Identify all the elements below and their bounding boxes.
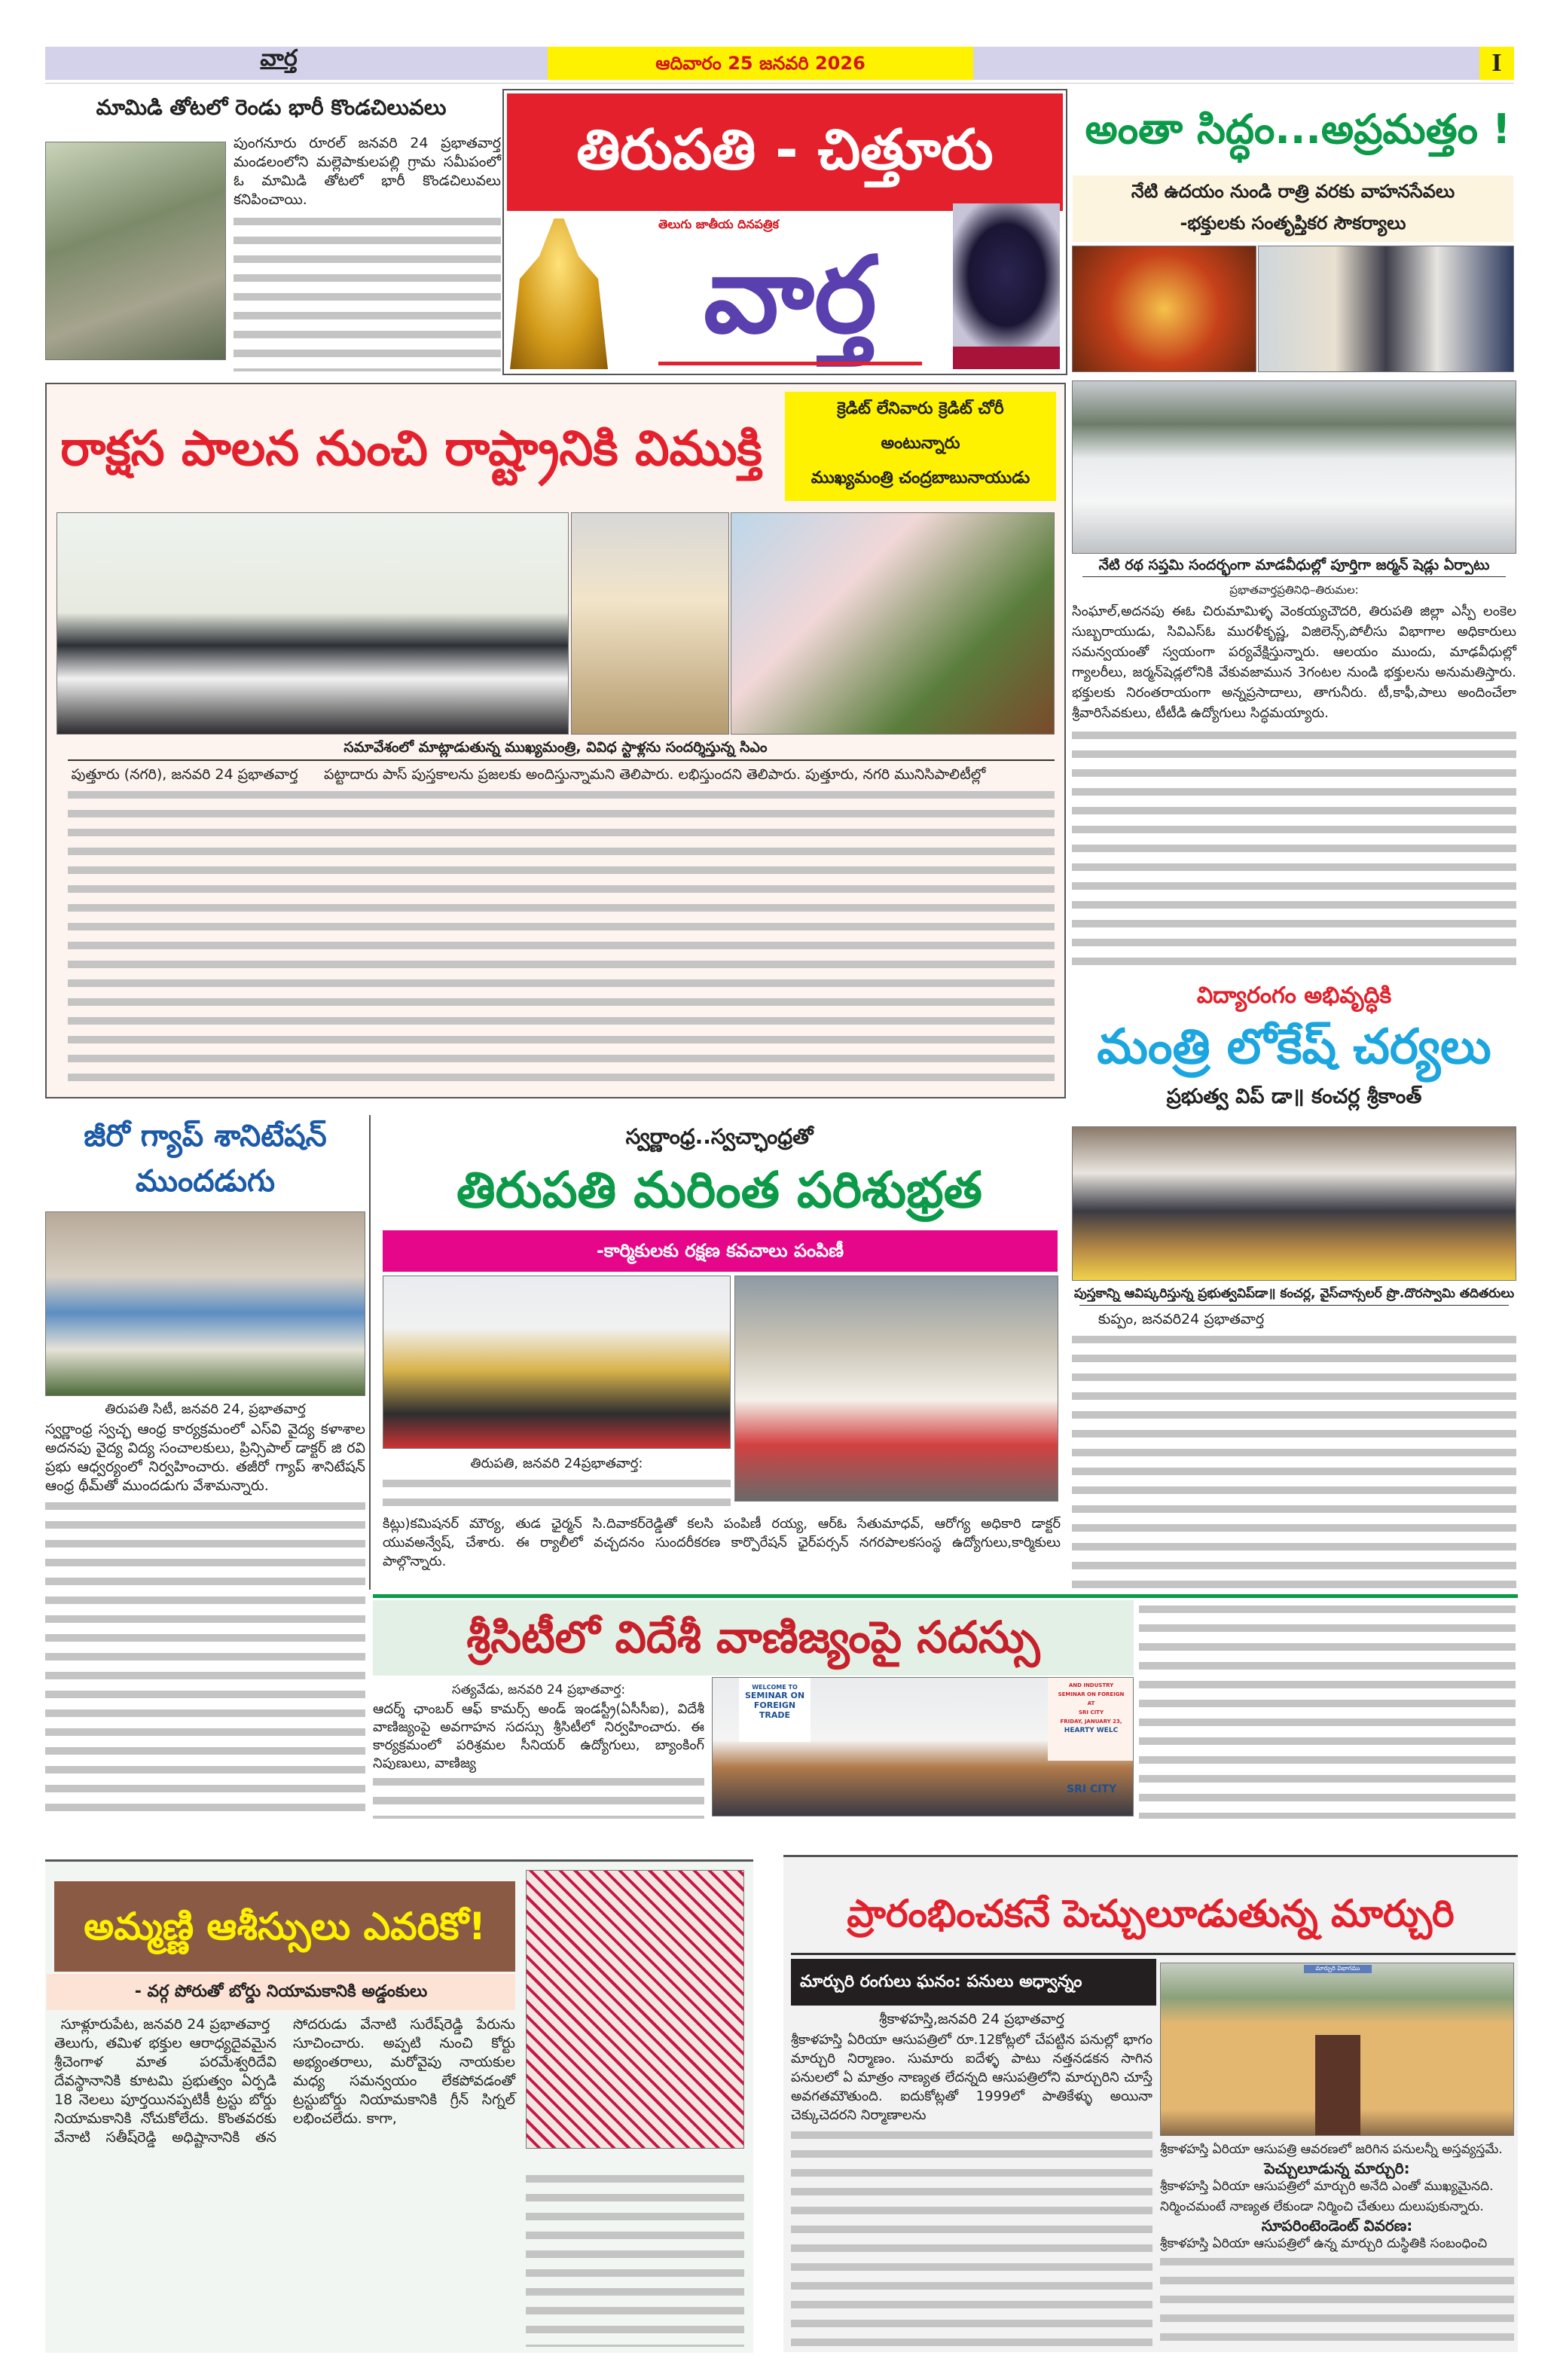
- banner-text: SEMINAR ON FOREIGN: [1058, 1691, 1125, 1697]
- temple-gopuram-image: [510, 218, 608, 369]
- caption-rule: [1079, 1305, 1509, 1306]
- german-sheds-photo: [1072, 380, 1516, 554]
- morgue-subhead-1: పెచ్చులూడున్న మార్చురి:: [1264, 2159, 1410, 2177]
- body-text-lines: [234, 212, 501, 371]
- sricity-story-column: [373, 1682, 704, 1819]
- lokesh-kicker: విద్యారంగం అభివృద్ధికి: [1196, 982, 1392, 1009]
- morgue-subhead-2: సూపరింటెండెంట్ వివరణ:: [1261, 2217, 1413, 2235]
- morgue-end-left: శ్రీకాళహస్తి ఏరియా ఆసుపత్రి ఆవరణలో జరిగిన పనులన్నీ అస్తవ్యస్తమే.: [1160, 2142, 1503, 2157]
- cleanliness-dateline: తిరుపతి, జనవరి 24ప్రభాతవార్త:: [470, 1456, 643, 1471]
- cleanliness-kicker: స్వర్ణాంధ్ర..స్వచ్ఛాంధ్రతో: [625, 1124, 814, 1149]
- seminar-banner-2: [1048, 1678, 1134, 1761]
- morgue-sub2-body: శ్రీకాళహస్తి ఏరియా ఆసుపత్రిలో ఉన్న మార్చురి దుస్థితికి సంబంధించి: [1160, 2236, 1488, 2251]
- ammanni-body-text: తెలుగు, తమిళ భక్తుల ఆరాధ్యదైవమైన శ్రీచెంగాళ మాత పరమేశ్వరిదేవి దేవస్థానానికి కూటమి ప్రభుత్వం ఏర్పడి 18 నెలలు పూర్తయినప్పటికీ ట్రస్టు బోర్డు నియామకానికి నోచుకోలేదు. కొంతవరకు వేనాటి సతీష్‌రెడ్డి అధిష్టానానికి తన సోదరుడు వేనాటి సురేష్‌రెడ్డి పేరును సూచించారు. అప్పటి నుంచి కోర్టు అభ్యంతరాలు, మరోవైపు నాయకుల మధ్య సమన్వయం లేకపోవడంతో ట్రస్టుబోర్డు నియామకానికి గ్రీన్ సిగ్నల్ లభించలేదు. కాగా,: [54, 2016, 515, 2146]
- banner-text: HEARTY WELC: [1064, 1727, 1119, 1734]
- ammanni-body: [54, 2015, 515, 2347]
- morgue-building-photo: [1160, 1963, 1514, 2136]
- morgue-bar: [791, 1953, 1516, 1955]
- sricity-body: ఆదర్శ్ ఛాంబర్ ఆఫ్ కామర్స్ అండ్ ఇండస్ట్రీ(ఏసీసీఐ), విదేశీ వాణిజ్యంపై అవగాహన సదస్సు శ్రీసిటీలో నిర్వహించారు. ఈ కార్యక్రమంలో పరిశ్రమల సీనియర్ ఉద్యోగులు, బ్యాంకింగ్ నిపుణులు, వాణిజ్య: [373, 1701, 704, 1771]
- lokesh-story-column: [1072, 1285, 1516, 1590]
- tirumala-story-column: [1072, 556, 1516, 974]
- vahana-seva-photo-2: [1258, 246, 1514, 372]
- foreign-trade-seminar-photo: [712, 1677, 1134, 1816]
- caption-rule: [1082, 576, 1506, 577]
- morgue-subhead: మార్చురి రంగులు ఘనం: పనులు అధ్వాన్నం: [791, 1959, 1156, 2006]
- ammanni-body-lines-right: [526, 2170, 744, 2347]
- banner-text: AT: [1087, 1700, 1095, 1706]
- side-line-1: క్రెడిట్ లేనివారు క్రెడిట్ చోరీ: [837, 399, 1004, 418]
- lokesh-byline: ప్రభుత్వ విప్ డా॥ కంచర్ల శ్రీకాంత్: [1166, 1085, 1422, 1108]
- python-story-headline: మామిడి తోటలో రెండు భారీ కొండచిలువలు: [96, 95, 447, 120]
- goddess-photo: [526, 1870, 744, 2149]
- book-release-photo: [1072, 1126, 1516, 1281]
- morgue-final-lines: [1160, 2253, 1514, 2349]
- main-body: [56, 765, 1055, 784]
- banner-text: FRIDAY, JANUARY 23,: [1060, 1719, 1122, 1725]
- main-side-box: [785, 392, 1056, 501]
- tirumala-body: సింఘాల్,అదనపు ఈఓ చిరుమామిళ్ళ వెంకయ్యచౌదరి, తిరుపతి జిల్లా ఎస్పీ లంకెల సుబ్బరాయుడు, సివిఎస్ఓ మురళీకృష్ణ, విజిలెన్స్,పోలీసు విభాగాల అధికారులు సమన్వయంతో స్వయంగా పర్యవేక్షిస్తున్నారు. ఆలయం ముందు, మాఢవీధుల్లో గ్యాలరీలు, జర్మన్‌షెడ్లలోనికి వేకువజామున 3గంటల నుండి భక్తులను అనుమతిస్తారు. భక్తులకు నిరంతరాయంగా అన్నప్రసాదాలు, తాగునీరు. టీ,కాఫీ,పాలు అందించేలా శ్రీవారిసేవకులు, టీటీడి ఉద్యోగులు సిద్ధమయ్యారు.: [1072, 603, 1516, 721]
- tirumala-headline: అంతా సిద్ధం...అప్రమత్తం !: [1085, 105, 1511, 153]
- tirumala-subtitle-box: [1073, 176, 1513, 242]
- header-logo: వార్త: [260, 45, 298, 72]
- sanitation-photo: [45, 1211, 365, 1396]
- header-date: ఆదివారం 25 జనవరి 2026: [548, 47, 973, 80]
- main-story-column: [56, 738, 1055, 1092]
- ammanni-headline: అమ్మణ్ణి ఆశీస్సులు ఎవరికో!: [54, 1881, 515, 1972]
- tirumala-subtitle-1: నేటి ఉదయం నుండి రాత్రి వరకు వాహనసేవలు: [1131, 181, 1455, 202]
- main-photo-caption: సమావేశంలో మాట్లాడుతున్న ముఖ్యమంత్రి, వివిధ స్టాళ్లను సందర్శిస్తున్న సిఎం: [343, 739, 768, 756]
- morgue-dateline: శ్రీకాళహస్తి,జనవరి 24 ప్రభాతవార్త: [879, 2011, 1064, 2027]
- python-story-text: మండలంలోని మల్లెపాకులపల్లి గ్రామ సమీపంలో ఓ మామిడి తోటలో భారీ కొండచిలువలు కనిపించాయి.: [234, 154, 501, 208]
- ammanni-subtitle: - వర్గ పోరుతో బోర్డు నియామకానికి అడ్డంకులు: [47, 1974, 515, 2010]
- morgue-body: శ్రీకాళహస్తి ఏరియా ఆసుపత్రిలో రూ.12కోట్లలో చేపట్టిన పనుల్లో భాగం మార్చురి నిర్మాణం. సుమారు ఐదేళ్ళ పాటు నత్తనడకన సాగిన పనులలో ఏ మాత్రం నాణ్యత లేదన్నది ఆసుపత్రిలోని మార్చురిని చూస్తే అవగతమౌతుంది. ఐదుకోట్లతో 1999లో పాతికేళ్ళు అయినా చెక్కుచెదరని నిర్మాణాలను: [791, 2032, 1152, 2123]
- python-photo: [45, 142, 226, 360]
- cleanliness-subtitle: -కార్మికులకు రక్షణ కవచాలు పంపిణీ: [383, 1230, 1058, 1272]
- cleanliness-body-lines: [383, 1474, 731, 1511]
- python-story-body: [234, 134, 501, 371]
- sanitation-headline-2: ముందడుగు: [135, 1164, 276, 1199]
- ammanni-dateline: సూళ్లూరుపేట, జనవరి 24 ప్రభాతవార్త: [60, 2016, 270, 2033]
- column-divider: [369, 1115, 371, 1590]
- banner-text: SRI CITY: [1078, 1709, 1104, 1715]
- vahana-seva-photo-1: [1072, 246, 1256, 372]
- morgue-headline: ప్రారంభించకనే పెచ్చులూడుతున్న మార్చురి: [847, 1892, 1455, 1935]
- banner-text: FOREIGN TRADE: [753, 1700, 796, 1720]
- masthead-tagline: తెలుగు జాతీయ దినపత్రిక: [658, 217, 779, 231]
- caption-rule: [68, 759, 1055, 761]
- sanitation-dateline: తిరుపతి సిటీ, జనవరి 24, ప్రభాతవార్త: [105, 1401, 306, 1417]
- morgue-end-right: నిర్మించమంటే నాణ్యత లేకుండా నిర్మించి చేతులు దులుపుకున్నారు.: [1160, 2199, 1484, 2214]
- cleanliness-headline: తిరుపతి మరింత పరిశుభ్రత: [456, 1161, 982, 1219]
- main-body-text: పట్టాదారు పాస్ పుస్తకాలను ప్రజలకు అందిస్తున్నామని తెలిపారు. లభిస్తుందని తెలిపారు. పుత్తూరు, నగరి మునిసిపాలిటీల్లో: [324, 766, 986, 783]
- morgue-sub1-body: శ్రీకాళహస్తి ఏరియా ఆసుపత్రిలో మార్చురి అనేది ఎంతో ముఖ్యమైనది.: [1160, 2179, 1494, 2194]
- morgue-body-lines: [791, 2126, 1152, 2349]
- german-sheds-caption: నేటి రథ సప్తమి సందర్భంగా మాడవీధుల్లో పూర్తిగా జర్మన్ షెడ్లు ఏర్పాటు: [1098, 557, 1490, 573]
- sricity-headline: శ్రీసిటీలో విదేశీ వాణిజ్యంపై సదస్సు: [466, 1612, 1040, 1663]
- sricity-logo: SRI CITY: [1067, 1783, 1117, 1795]
- tirumala-body-lines: [1072, 726, 1516, 974]
- lokesh-dateline: కుప్పం, జనవరి24 ప్రభాతవార్త: [1098, 1311, 1265, 1327]
- page-number: I: [1479, 47, 1514, 80]
- sricity-body-lines: [373, 1773, 704, 1819]
- tirumala-subtitle-2: -భక్తులకు సంతృప్తికర సౌకర్యాలు: [1180, 212, 1406, 234]
- cleanliness-rally-photo: [734, 1276, 1058, 1502]
- lokesh-body-lines: [1072, 1331, 1516, 1590]
- sanitation-body-lines: [45, 1497, 365, 1818]
- python-story-dateline: పుంగనూరు రూరల్ జనవరి 24 ప్రభాతవార్త: [234, 135, 501, 151]
- banner-text: SEMINAR ON: [744, 1691, 805, 1700]
- sanitation-story-column: [45, 1400, 365, 1818]
- main-body-lines: [68, 786, 1055, 1092]
- masthead-box: [502, 89, 1067, 375]
- morgue-left-column: [791, 2010, 1152, 2349]
- cm-meeting-photo: [56, 512, 569, 735]
- sricity-dateline: సత్యవేడు, జనవరి 24 ప్రభాతవార్త:: [451, 1682, 626, 1697]
- masthead-title: తిరుపతి - చిత్తూరు: [507, 93, 1063, 211]
- deity-image: [953, 203, 1060, 369]
- section-divider-green: [373, 1594, 1518, 1598]
- morgue-sign: మార్చురి విభాగము: [1304, 1965, 1372, 1973]
- morgue-door: [1315, 2035, 1360, 2136]
- sanitation-headline-1: జీరో గ్యాప్ శానిటేషన్: [84, 1119, 327, 1153]
- masthead-logo: వార్త: [704, 234, 877, 357]
- tirumala-dateline: ప్రభాతవార్తప్రతినిధి–తిరుమల:: [1229, 583, 1359, 597]
- book-release-caption: పుస్తకాన్ని ఆవిష్కరిస్తున్న ప్రభుత్వవిప్‌డా॥ కంచర్ల, వైస్‌చాన్సలర్ ప్రొ.దొరస్వామి తదితరులు: [1073, 1286, 1515, 1301]
- main-dateline: పుత్తూరు (నగరి), జనవరి 24 ప్రభాతవార్త: [71, 766, 298, 783]
- sanitation-body: స్వర్ణాంధ్ర స్వచ్ఛ ఆంధ్ర కార్యక్రమంలో ఎస్‌వి వైద్య కళాశాల అదనపు వైద్య విద్య సంచాలకులు, ప్రిన్సిపాల్ డాక్టర్ జి రవి ప్రభు ఆధ్వర్యంలో నిర్వహించారు. తజీరో గ్యాప్ శానిటేషన్ ఆంధ్ర థీమ్‌తో ముందడుగు వేశామన్నారు.: [45, 1421, 365, 1494]
- cleanliness-body: కిట్లు)కమిషనర్ మౌర్య, తుడ ఛైర్మన్ సి.దివాకర్‌రెడ్డితో కలసి పంపిణీ రయ్య, ఆర్‌ఓ సేతుమాధవ్, ఆరోగ్య అధికారి డాక్టర్ యువఅన్వేష్, చేశారు. ఈ ర్యాలీలో వచ్చదనం సుందరీకరణ కార్పొరేషన్ ఛైర్‌పర్సన్ నగరపాలకసంస్థ ఉద్యోగులు,కార్మికులు పాల్గొన్నారు.: [383, 1516, 1061, 1569]
- cleanliness-left-column: [383, 1454, 731, 1511]
- banner-text: AND INDUSTRY: [1068, 1682, 1114, 1688]
- kit-distribution-photo: [383, 1276, 731, 1449]
- cm-stall-photo-1: [571, 512, 729, 735]
- sricity-right-column-lines: [1139, 1600, 1516, 1819]
- side-line-3: ముఖ్యమంత్రి చంద్రబాబునాయుడు: [811, 469, 1030, 487]
- main-headline: రాక్షస పాలన నుంచి రాష్ట్రానికి విముక్తి: [60, 421, 762, 477]
- logo-underline: [658, 362, 922, 365]
- header-rule: [45, 83, 1514, 84]
- morgue-right-column: [1160, 2141, 1514, 2349]
- side-line-2: అంటున్నారు: [881, 434, 960, 453]
- lokesh-headline: మంత్రి లోకేష్ చర్యలు: [1097, 1019, 1491, 1075]
- cm-stall-photo-2: [731, 512, 1055, 735]
- banner-text: WELCOME TO: [752, 1684, 798, 1691]
- seminar-banner-1: [739, 1678, 811, 1742]
